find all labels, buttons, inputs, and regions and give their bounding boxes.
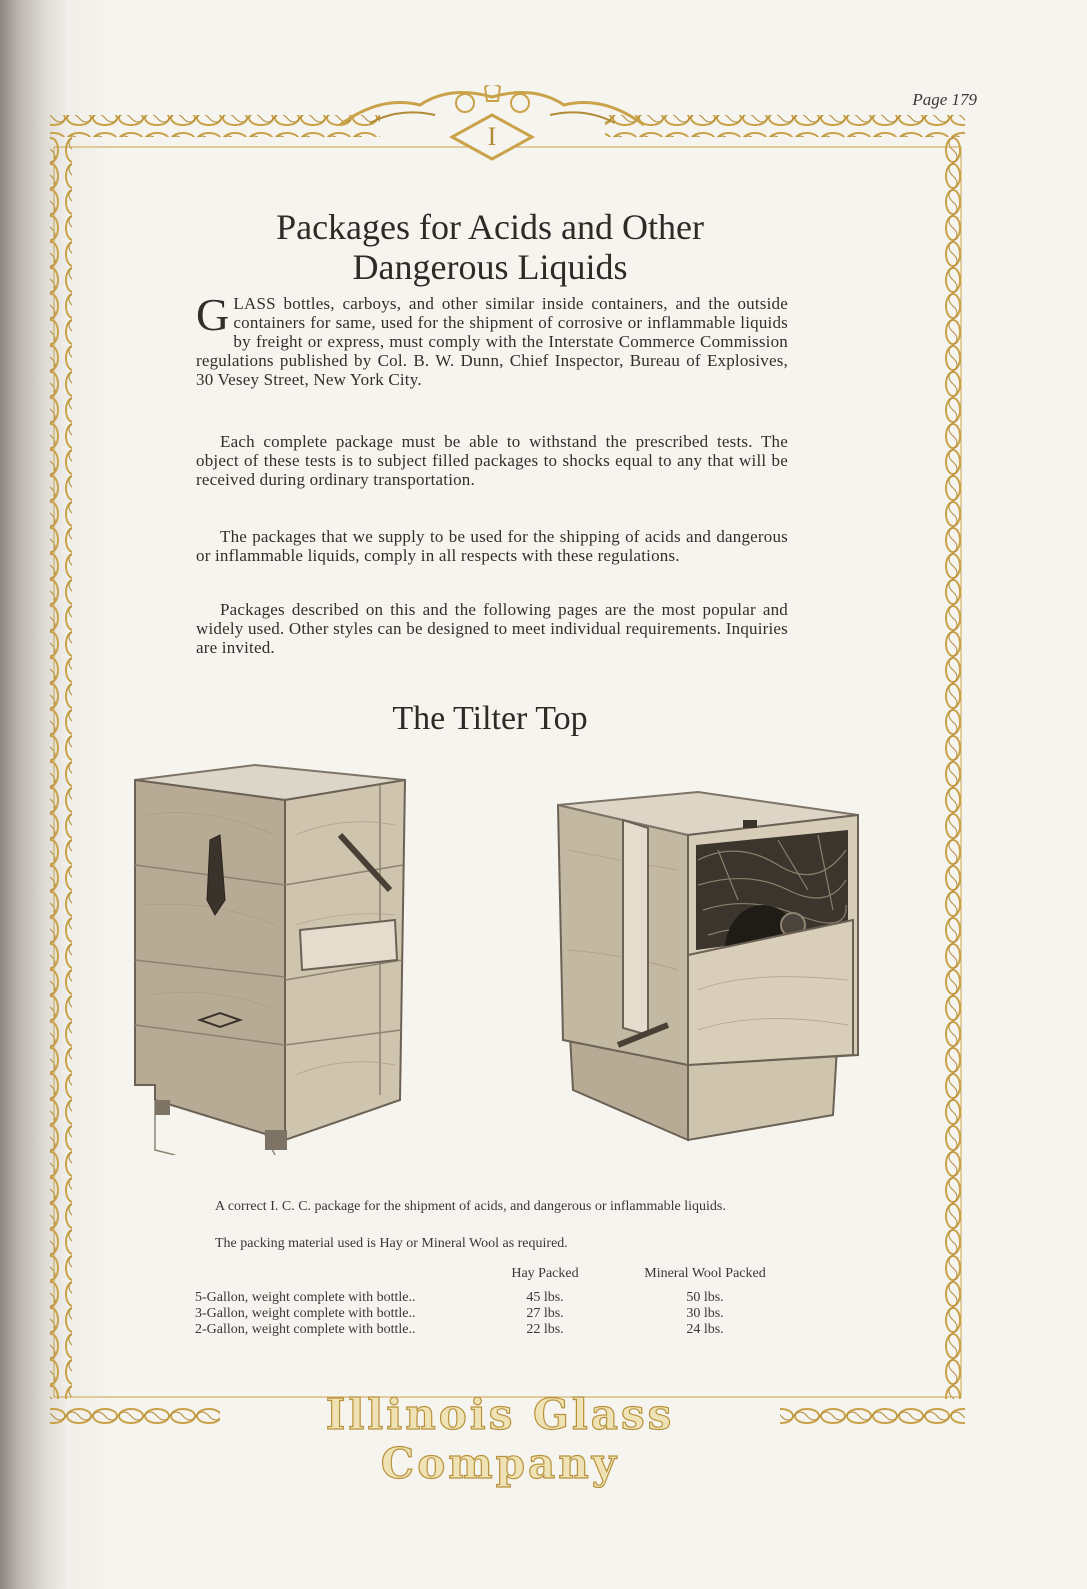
paragraph-compliance: The packages that we supply to be used for the shipping of acids and dangerous or inflammable liquids, comply in all respects with these regulations. — [196, 527, 788, 565]
emblem-letter: I — [487, 122, 497, 151]
intro-paragraph — [196, 289, 788, 389]
row-hay-weight: 27 lbs. — [526, 1306, 564, 1321]
intro-text: LASS bottles, carboys, and other similar inside containers, and the outside containers for same, used for the shipment of corrosive or inflammable liquids by freight or express, must comply with the Interstate Commerce Commission regulations published by Col. B. W. Dunn, Chief Inspector, Bureau of Explosives, 30 Vesey Street, New York City. — [196, 294, 788, 389]
caption-packing-material: The packing material used is Hay or Mineral Wool as required. — [215, 1236, 568, 1251]
weight-table — [195, 1266, 795, 1338]
table-row — [195, 1306, 795, 1322]
row-mineral-weight: 24 lbs. — [686, 1322, 724, 1337]
row-hay-weight: 22 lbs. — [526, 1322, 564, 1337]
row-mineral-weight: 30 lbs. — [686, 1306, 724, 1321]
closed-crate-photo — [125, 755, 415, 1155]
row-label: 2-Gallon, weight complete with bottle.. — [195, 1322, 416, 1337]
open-tilter-crate-photo — [548, 790, 868, 1150]
footer-brand: Illinois Glass Company — [325, 1390, 675, 1488]
weight-table-header — [195, 1266, 795, 1290]
paragraph-tests: Each complete package must be able to withstand the prescribed tests. The object of these tests is to subject filled packages to shocks equal to any that will be received during ordinary transportation. — [196, 432, 788, 489]
table-row — [195, 1322, 795, 1338]
row-label: 5-Gallon, weight complete with bottle.. — [195, 1290, 416, 1305]
title-line-1: Packages for Acids and Other — [276, 207, 704, 247]
caption-description: A correct I. C. C. package for the shipment of acids, and dangerous or inflammable liquids. — [215, 1199, 726, 1214]
section-subtitle: The Tilter Top — [392, 700, 588, 737]
table-row — [195, 1290, 795, 1306]
header-hay-packed: Hay Packed — [511, 1266, 579, 1281]
page-title — [200, 207, 780, 287]
page-number: Page 179 — [912, 90, 977, 109]
drop-cap: G — [196, 289, 230, 340]
title-line-2: Dangerous Liquids — [352, 247, 628, 287]
row-mineral-weight: 50 lbs. — [686, 1290, 724, 1305]
paragraph-inquiries: Packages described on this and the following pages are the most popular and widely used. Other styles can be designed to meet individual requirements. Inquiries are invited. — [196, 600, 788, 657]
row-hay-weight: 45 lbs. — [526, 1290, 564, 1305]
row-label: 3-Gallon, weight complete with bottle.. — [195, 1306, 416, 1321]
header-mineral-wool-packed: Mineral Wool Packed — [644, 1266, 766, 1281]
